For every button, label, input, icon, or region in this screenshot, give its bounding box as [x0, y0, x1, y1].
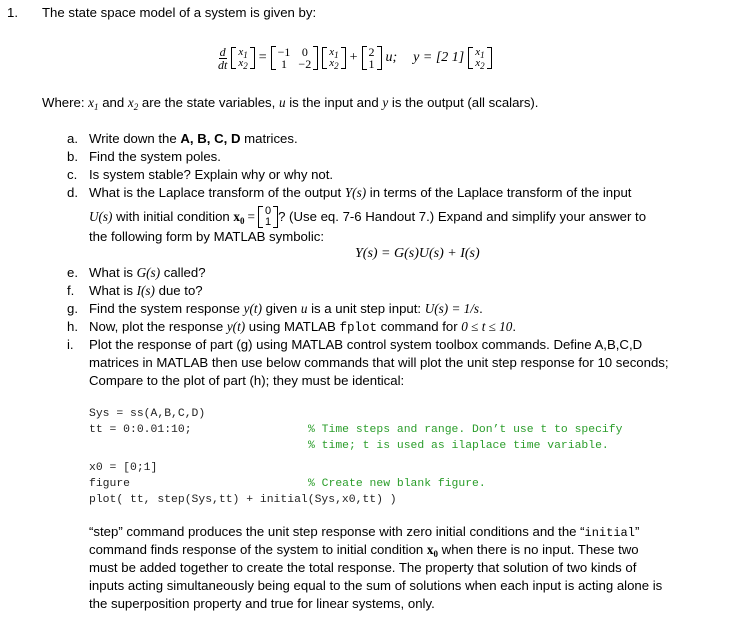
- part-d-line1: d. What is the Laplace transform of the output Y(s) in terms of the Laplace transform of the input: [67, 185, 632, 200]
- problem-intro: The state space model of a system is given by:: [42, 5, 317, 20]
- closing-line2: command finds response of the system to initial condition $x_0$ when there is no input. These two: [89, 542, 639, 559]
- initial-condition-vector: 0 1: [258, 206, 278, 228]
- closing-line3: must be added together to create the total response. The property that solution of two kinds of: [89, 560, 637, 575]
- closing-line5: the superposition property and true for linear systems, only.: [89, 596, 435, 611]
- part-a: a. Write down the A, B, C, D matrices.: [67, 131, 298, 146]
- x0-symbol: $x_0$: [233, 209, 245, 226]
- where-line: Where: $x_1$ and $x_2$ are the state variables, u is the input and y is the output (all scalars).: [42, 95, 539, 112]
- matrix-A: −1 0 1 −2: [271, 46, 319, 70]
- derivative-operator: $\frac{d}{dt}$: [218, 44, 228, 72]
- code-line-x0: x0 = [0;1]: [89, 462, 158, 474]
- code-line-figure: figure: [89, 478, 131, 490]
- part-g: g. Find the system response y(t) given u is a unit step input: U(s) = 1/s.: [67, 301, 483, 316]
- closing-line1: “step” command produces the unit step response with zero initial conditions and the “initial”: [89, 524, 640, 540]
- state-vector-rhs: $x_1$ $x_2$: [322, 47, 345, 69]
- part-i-line2: matrices in MATLAB then use below commands that will plot the unit step response for 10 seconds;: [89, 355, 669, 370]
- closing-line4: inputs acting simultaneously being equal to the sum of solutions when each input is acting alone is: [89, 578, 663, 593]
- part-b: b. Find the system poles.: [67, 149, 221, 164]
- part-i-line3: Compare to the plot of part (h); they must be identical:: [89, 373, 405, 388]
- part-i-line1: i. Plot the response of part (g) using MATLAB control system toolbox commands. Define A,B,C,D: [67, 337, 643, 352]
- state-equation: $\frac{d}{dt}$ $x_1$ $x_2$ = −1 0 1 −2 $x_1$ $x_2$ + 2 1 u; y = [2 1] $x_1$ $x_2$: [218, 38, 492, 78]
- code-line-tt: tt = 0:0.01:10;: [89, 424, 192, 436]
- part-d-formula: Y(s) = G(s)U(s) + I(s): [355, 246, 480, 261]
- part-f: f. What is I(s) due to?: [67, 283, 203, 298]
- part-d-line3: the following form by MATLAB symbolic:: [89, 229, 325, 244]
- code-line-plot: plot( tt, step(Sys,tt) + initial(Sys,x0,tt) ): [89, 494, 397, 506]
- output-state-vector: $x_1$ $x_2$: [468, 47, 491, 69]
- state-vector: $x_1$ $x_2$: [231, 47, 254, 69]
- output-equation: y = [2 1]: [413, 50, 465, 65]
- matrix-B: 2 1: [362, 46, 382, 70]
- problem-number: 1.: [7, 5, 18, 20]
- part-e: e. What is G(s) called?: [67, 265, 206, 280]
- part-c: c. Is system stable? Explain why or why not.: [67, 167, 334, 182]
- code-comment-2: % time; t is used as ilaplace time variable.: [308, 440, 609, 452]
- code-comment-1: % Time steps and range. Don’t use t to specify: [308, 424, 623, 436]
- part-d-line2: U(s) with initial condition $x_0$ = 0 1 ? (Use eq. 7-6 Handout 7.) Expand and simplify your answer to: [89, 205, 647, 228]
- code-line-sys: Sys = ss(A,B,C,D): [89, 408, 206, 420]
- input-term: u;: [385, 50, 398, 65]
- code-comment-3: % Create new blank figure.: [308, 478, 486, 490]
- part-h: h. Now, plot the response y(t) using MATLAB fplot command for 0 ≤ t ≤ 10.: [67, 319, 517, 335]
